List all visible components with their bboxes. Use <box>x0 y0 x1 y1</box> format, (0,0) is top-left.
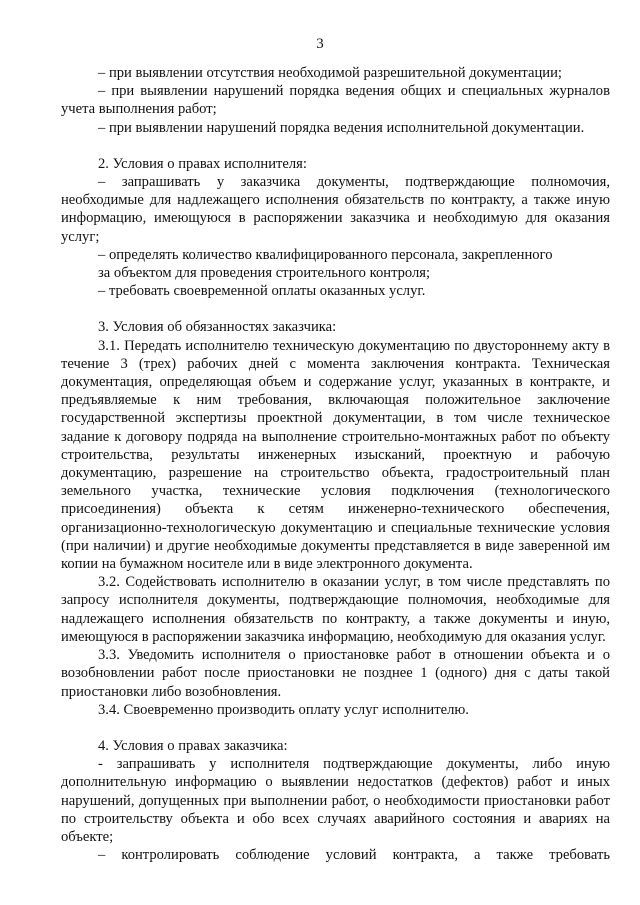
paragraph: – при выявлении нарушений порядка ведения исполнительной документации. <box>98 119 585 136</box>
section-heading: 2. Условия о правах исполнителя: <box>98 155 307 172</box>
paragraph: 3.4. Своевременно производить оплату услуг исполнителю. <box>98 701 469 718</box>
paragraph: 3.3. Уведомить исполнителя о приостановке работ в отношении объекта и о возобновлении работ после приостановки не позднее 1 (одного) дня с даты такой приостановки либо возобновления. <box>61 647 610 700</box>
paragraph: 3.1. Передать исполнителю техническую документацию по двустороннему акту в течение 3 (трех) рабочих дней с момента заключения контракта. Техническая документация, определяющая объем и содержание услуг, указанных в контракте, и предъявляемые к ним требования, включающая положительное заключение государственной экспертизы проектной документации, в том числе техническое задание к договору подряда на выполнение строительно-монтажных работ по объекту строительства, результаты инженерных изысканий, проектную и рабочую документацию, разрешение на строительство объекта, градостроительный план земельного участка, технические условия подключения (технологического присоединения) объекта к сетям инженерно-технического обеспечения, организационно-технологическую документацию и специальные технические условия (при наличии) и другие необходимые документы представляется в виде заверенной им копии на бумажном носителе или в виде электронного документа. <box>61 337 610 573</box>
paragraph: – определять количество квалифицированного персонала, закрепленного <box>98 246 553 263</box>
paragraph: – при выявлении нарушений порядка ведения общих и специальных журналов учета выполнения работ; <box>61 83 610 118</box>
paragraph: – контролировать соблюдение условий контракта, а также требовать <box>98 847 610 864</box>
paragraph: – требовать своевременной оплаты оказанных услуг. <box>98 283 426 300</box>
paragraph: 3.2. Содействовать исполнителю в оказании услуг, в том числе представлять по запросу исполнителя документы, подтверждающие полномочия, необходимые для надлежащего исполнения обязательств по контракту, а также документы и иную, имеющуюся в распоряжении заказчика информацию, необходимую для оказания услуг. <box>61 574 610 645</box>
paragraph: – при выявлении отсутствия необходимой разрешительной документации; <box>98 65 562 81</box>
paragraph: за объектом для проведения строительного контроля; <box>98 265 431 282</box>
document-body <box>61 64 610 864</box>
section-heading: 4. Условия о правах заказчика: <box>98 737 288 754</box>
paragraph: - запрашивать у исполнителя подтверждающие документы, либо иную дополнительную информацию о выявлении недостатков (дефектов) работ и иных нарушений, допущенных при выполнении работ, о необходимости приостановки работ по строительству объекта и обо всех случаях аварийного состояния и авариях на объекте; <box>61 756 610 845</box>
section-heading: 3. Условия об обязанностях заказчика: <box>98 319 337 336</box>
page-number: 3 <box>316 36 324 52</box>
paragraph: – запрашивать у заказчика документы, подтверждающие полномочия, необходимые для надлежащего исполнения обязательств по контракту, а также иную информацию, имеющуюся в распоряжении заказчика и необходимую для оказания услуг; <box>61 174 610 245</box>
